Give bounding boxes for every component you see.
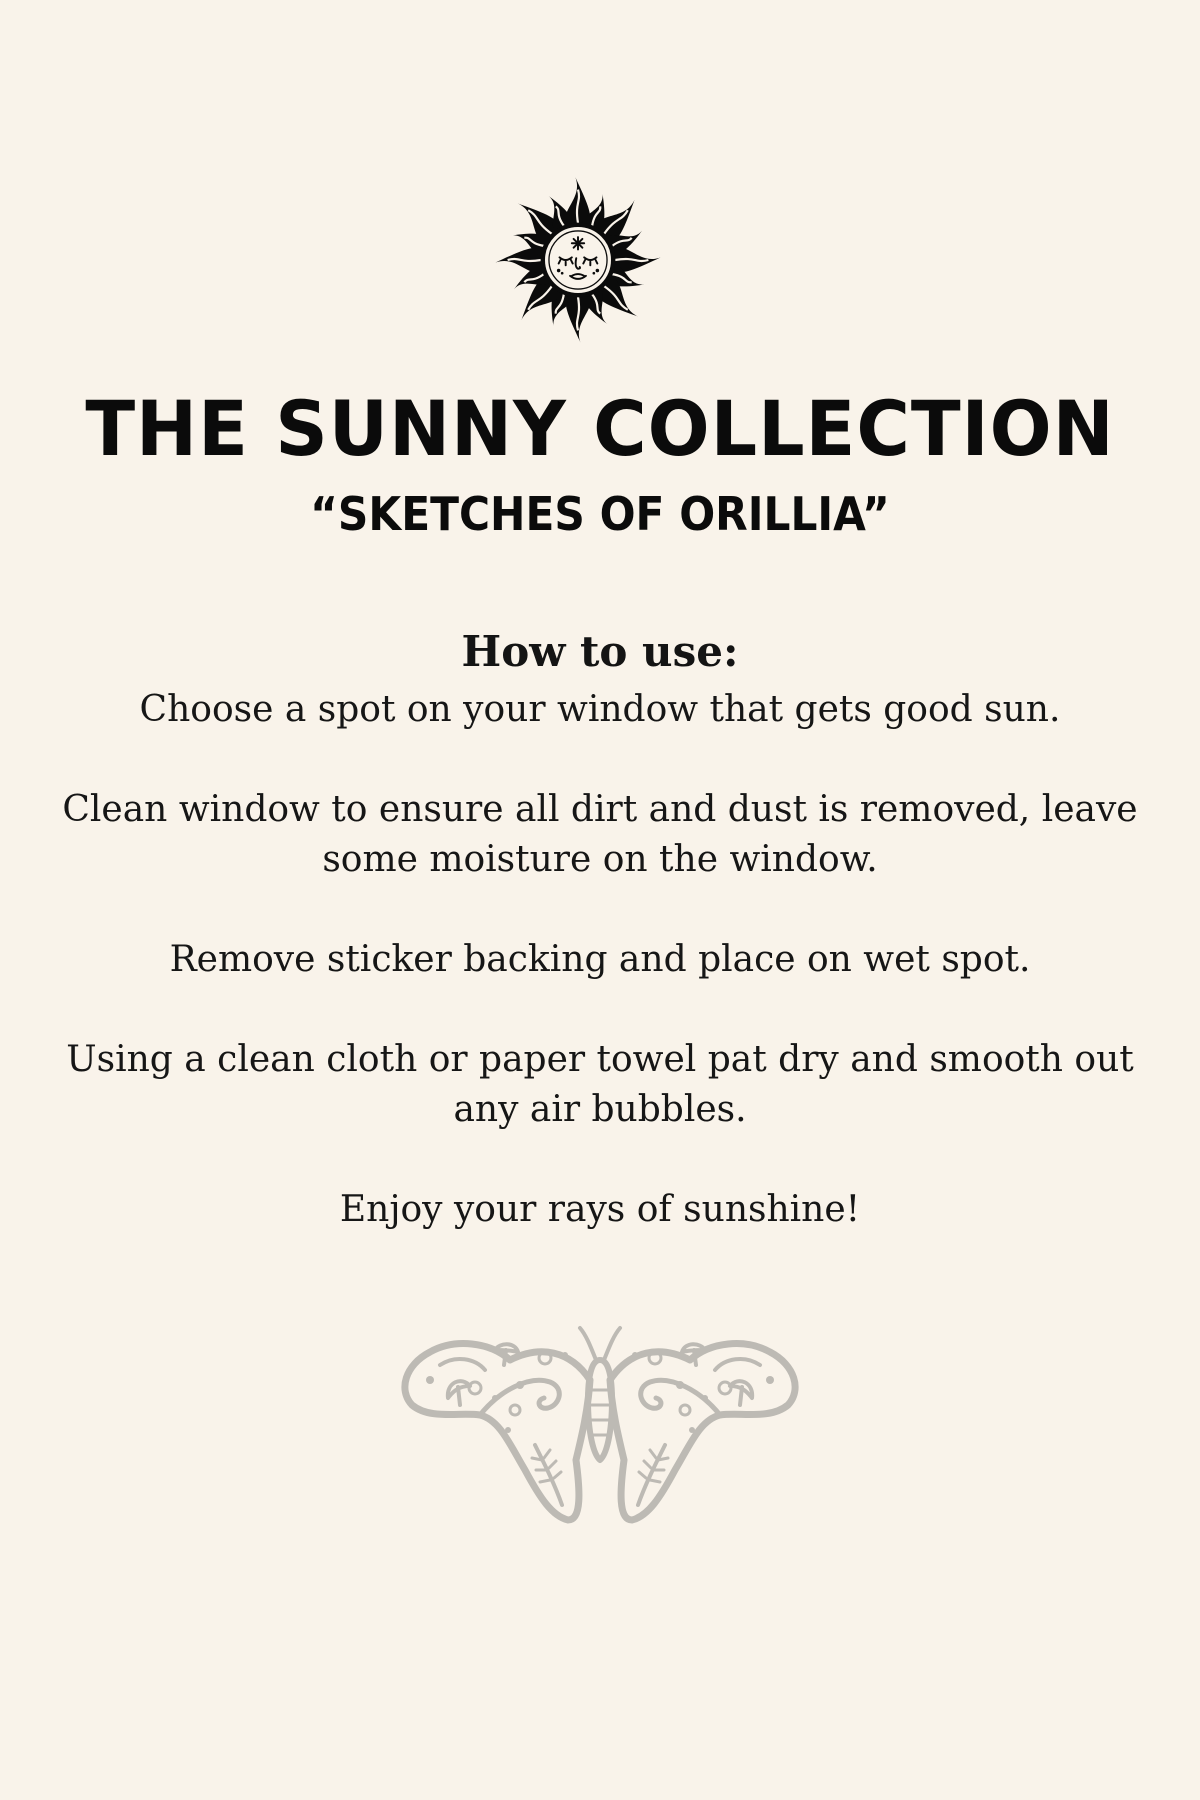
sun-face-icon bbox=[490, 172, 666, 348]
collection-subtitle: “SKETCHES OF ORILLIA” bbox=[310, 487, 890, 541]
instruction-step: Enjoy your rays of sunshine! bbox=[339, 1189, 861, 1230]
instruction-step: Using a clean cloth or paper towel pat dry and smooth out any air bubbles. bbox=[66, 1039, 1134, 1130]
collection-title: THE SUNNY COLLECTION bbox=[85, 384, 1115, 473]
instructions-heading: How to use: bbox=[461, 627, 739, 676]
moth-icon bbox=[400, 1320, 800, 1530]
instruction-step: Remove sticker backing and place on wet spot. bbox=[169, 939, 1031, 980]
instruction-step: Clean window to ensure all dirt and dust is removed, leave some moisture on the window. bbox=[62, 789, 1138, 880]
instruction-step: Choose a spot on your window that gets good sun. bbox=[139, 689, 1061, 730]
